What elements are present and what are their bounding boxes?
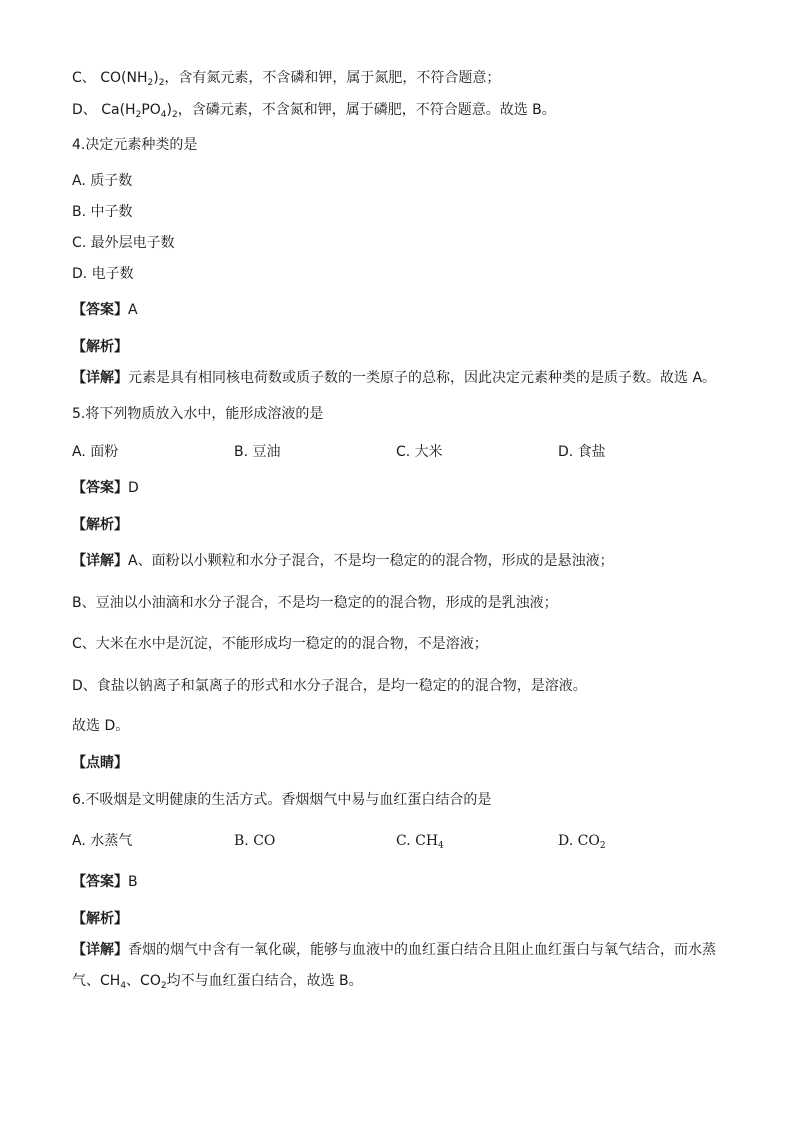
q5-detail-b: B、豆油以小油滴和水分子混合，不是均一稳定的的混合物，形成的是乳浊液； [72, 595, 558, 611]
q6-option-c: C. $CH_4$ [396, 833, 444, 851]
q4-option-b: B. 中子数 [72, 204, 133, 220]
q6-option-d: D. $CO_2$ [558, 833, 606, 851]
question-6: 6.不吸烟是文明健康的生活方式。香烟烟气中易与血红蛋白结合的是 [72, 792, 492, 808]
q4-detail: 【详解】元素是具有相同核电荷数或质子数的一类原子的总称，因此决定元素种类的是质子数。故选 A。 [72, 370, 717, 386]
q5-conclusion: 故选 D。 [72, 718, 130, 734]
q5-detail-a: 【详解】A、面粉以小颗粒和水分子混合，不是均一稳定的的混合物，形成的是悬浊液； [72, 553, 614, 569]
question-4: 4.决定元素种类的是 [72, 137, 198, 153]
q6-detail-line2: 气、$CH_4$、$CO_2$均不与血红蛋白结合，故选 B。 [72, 973, 363, 991]
q5-option-c: C. 大米 [396, 444, 443, 460]
q5-analysis-heading: 【解析】 [72, 517, 128, 533]
q6-option-b: B. CO [234, 833, 276, 849]
q4-option-a: A. 质子数 [72, 173, 133, 189]
q5-option-d: D. 食盐 [558, 444, 606, 460]
q5-option-a: A. 面粉 [72, 444, 119, 460]
q6-analysis-heading: 【解析】 [72, 911, 128, 927]
q5-answer: 【答案】D [72, 480, 139, 496]
q5-option-b: B. 豆油 [234, 444, 281, 460]
q5-detail-d: D、食盐以钠离子和氯离子的形式和水分子混合，是均一稳定的的混合物，是溶液。 [72, 678, 587, 694]
text-line-d: D、 $Ca(H_2PO_4)_2$，含磷元素，不含氮和钾，属于磷肥，不符合题意。故选 B。 [72, 102, 556, 120]
question-5: 5.将下列物质放入水中，能形成溶液的是 [72, 406, 324, 422]
q4-analysis-heading: 【解析】 [72, 339, 128, 355]
q5-detail-c: C、大米在水中是沉淀，不能形成均一稳定的的混合物，不是溶液； [72, 636, 488, 652]
q6-option-a: A. 水蒸气 [72, 833, 133, 849]
q5-tips-heading: 【点睛】 [72, 755, 128, 771]
q6-answer: 【答案】B [72, 874, 138, 890]
q4-answer: 【答案】A [72, 302, 138, 318]
text-line-c: C、 $CO(NH_2)_2$，含有氮元素，不含磷和钾，属于氮肥，不符合题意； [72, 70, 501, 88]
q6-detail-line1: 【详解】香烟的烟气中含有一氧化碳，能够与血液中的血红蛋白结合且阻止血红蛋白与氧气结合，而水蒸 [72, 942, 716, 958]
q4-option-d: D. 电子数 [72, 266, 134, 282]
q4-option-c: C. 最外层电子数 [72, 235, 175, 251]
